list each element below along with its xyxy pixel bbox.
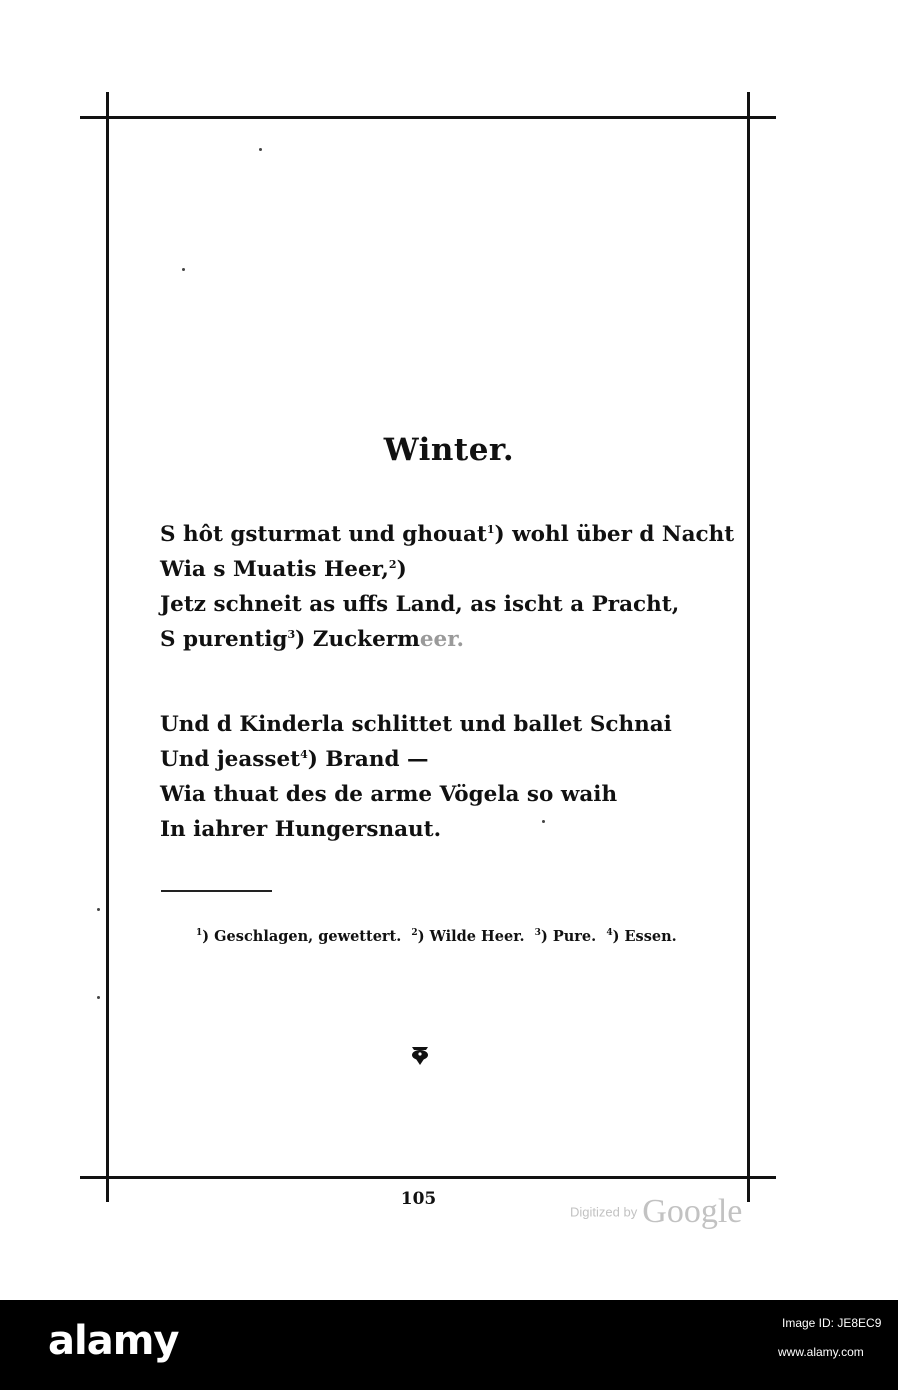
footnote: $^2$) Wilde Heer. [411,928,525,945]
poem-line: S hôt gsturmat und ghouat$^1$) wohl über d Nacht [160,522,735,547]
poem-line: Und jeasset$^4$) Brand — [160,747,429,772]
footnote: $^3$) Pure. [534,928,597,945]
frame-right-rule [747,92,750,1202]
stock-logo: alamy [48,1318,179,1364]
frame-bottom-rule [80,1176,776,1179]
scan-speck [259,148,262,151]
poem-title: Winter. [383,432,515,468]
digitized-by-google-watermark: Digitized by Google [570,1193,743,1230]
poem-line: Und d Kinderla schlittet und ballet Schnai [160,712,672,737]
footnote-separator [161,890,272,892]
stanza-1 [160,517,734,657]
page-number: 105 [400,1189,437,1209]
footnote: $^1$) Geschlagen, gewettert. [196,928,402,945]
stanza-2 [160,707,672,847]
frame-top-rule [80,116,776,119]
scan-speck [97,996,100,999]
frame-left-rule [106,92,109,1202]
fleuron-ornament-icon [409,1042,431,1066]
poem-line: Jetz schneit as uffs Land, as ischt a Pracht, [160,592,680,617]
poem-line: In iahrer Hungersnaut. [160,817,442,842]
footnote: $^4$) Essen. [606,928,677,945]
footnotes [196,928,677,945]
poem-line: Wia thuat des de arme Vögela so waih [160,782,618,807]
poem-line: S purentig$^3$) Zuckermeer. [160,627,465,652]
scan-speck [182,268,185,271]
poem-line: Wia s Muatis Heer,$^2$) [160,557,407,582]
scan-speck [97,908,100,911]
stock-image-id: Image ID: JE8EC9 [782,1316,882,1330]
stock-url: www.alamy.com [778,1345,864,1359]
